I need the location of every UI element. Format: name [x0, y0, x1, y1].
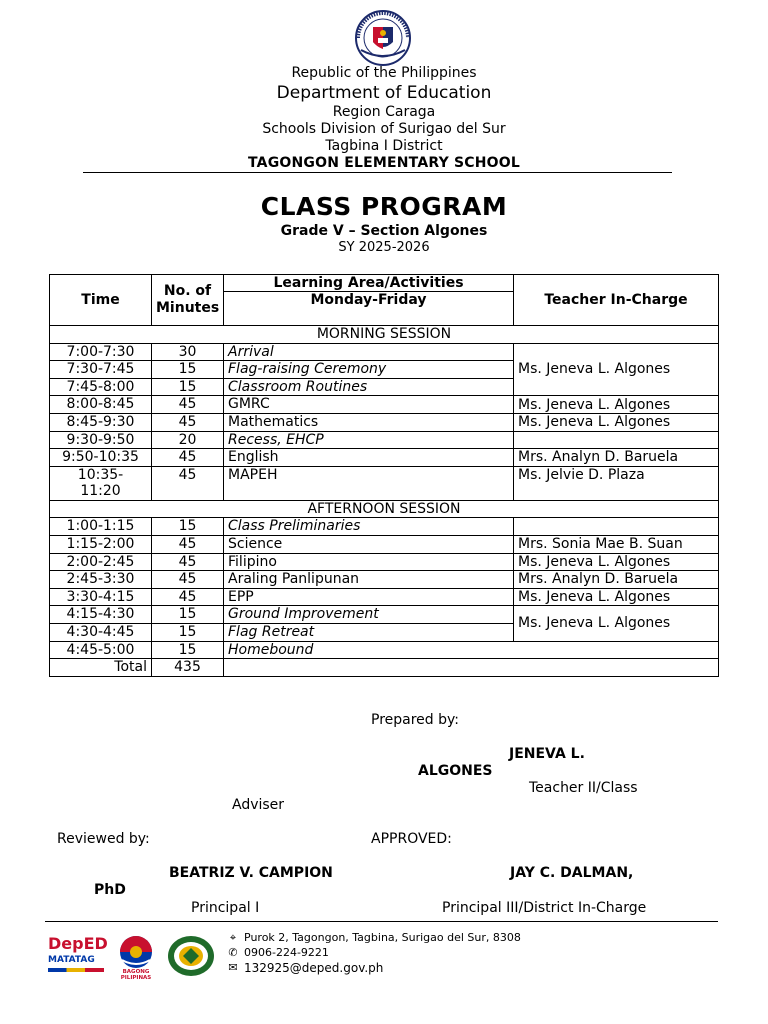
approver-title: Principal III/District In-Charge [442, 900, 647, 916]
reviewer-name-line1: BEATRIZ V. CAMPION [169, 865, 333, 881]
cell-minutes: 45 [152, 466, 224, 500]
deped-matatag-logo [48, 934, 108, 979]
location-pin-icon: ⌖ [229, 931, 237, 944]
matatag-logo-text: MATATAG [48, 955, 95, 965]
header-district: Tagbina I District [325, 138, 443, 154]
header-school-name: TAGONGON ELEMENTARY SCHOOL [248, 155, 520, 171]
cell-activity: Ground Improvement [224, 606, 514, 624]
cell-minutes: 45 [152, 396, 224, 414]
cell-activity: Flag-raising Ceremony [224, 361, 514, 379]
preparer-title-line1: Teacher II/Class [529, 780, 638, 796]
reviewer-title: Principal I [191, 900, 260, 916]
cell-activity: Recess, EHCP [224, 431, 514, 449]
table-row [50, 449, 719, 467]
cell-teacher: Ms. Jelvie D. Plaza [514, 466, 719, 500]
cell-time: 1:15-2:00 [50, 535, 152, 553]
footer-divider [45, 921, 718, 922]
cell-minutes: 45 [152, 449, 224, 467]
table-row [50, 518, 719, 536]
cell-teacher: Mrs. Analyn D. Baruela [514, 449, 719, 467]
cell-activity: English [224, 449, 514, 467]
cell-time: 7:30-7:45 [50, 361, 152, 379]
col-header-time: Time [50, 275, 152, 326]
footer-phone: 0906-224-9221 [244, 946, 329, 959]
preparer-name-line2: ALGONES [418, 763, 493, 779]
session-row-afternoon [50, 500, 719, 518]
table-row [50, 431, 719, 449]
cell-teacher: Mrs. Analyn D. Baruela [514, 571, 719, 589]
cell-minutes: 20 [152, 431, 224, 449]
header-divider [83, 172, 672, 173]
school-year: SY 2025-2026 [338, 240, 430, 255]
cell-activity: Flag Retreat [224, 623, 514, 641]
grade-section: Grade V – Section Algones [280, 223, 488, 239]
reviewer-name-line2: PhD [94, 882, 126, 898]
prepared-by-label: Prepared by: [371, 712, 459, 728]
table-row [50, 535, 719, 553]
table-row [50, 413, 719, 431]
cell-minutes: 15 [152, 606, 224, 624]
cell-activity: Homebound [224, 641, 719, 659]
footer-address-line [226, 931, 521, 945]
cell-activity: Science [224, 535, 514, 553]
footer-email-line [226, 961, 383, 975]
total-value: 435 [152, 659, 224, 677]
school-seal-logo [166, 934, 216, 978]
page-title: CLASS PROGRAM [260, 192, 508, 221]
cell-minutes: 30 [152, 343, 224, 361]
cell-teacher: Ms. Jeneva L. Algones [514, 343, 719, 396]
total-label: Total [50, 659, 152, 677]
header-republic: Republic of the Philippines [291, 65, 477, 81]
cell-teacher [514, 518, 719, 536]
footer-phone-line [226, 946, 329, 960]
cell-time: 10:35-11:20 [50, 466, 152, 500]
cell-minutes: 45 [152, 588, 224, 606]
cell-time: 8:00-8:45 [50, 396, 152, 414]
cell-time: 2:45-3:30 [50, 571, 152, 589]
col-header-minutes: No. of Minutes [152, 275, 224, 326]
cell-activity: Classroom Routines [224, 378, 514, 396]
cell-time: 8:45-9:30 [50, 413, 152, 431]
header-region: Region Caraga [332, 104, 436, 120]
table-row [50, 396, 719, 414]
total-row [50, 659, 719, 677]
cell-time: 4:15-4:30 [50, 606, 152, 624]
matatag-color-bar [48, 968, 104, 972]
table-row [50, 606, 719, 624]
footer-address: Purok 2, Tagongon, Tagbina, Surigao del Sur, 8308 [244, 931, 521, 944]
cell-activity: Arrival [224, 343, 514, 361]
phone-icon: ✆ [228, 946, 238, 959]
col-header-days: Monday-Friday [224, 292, 514, 326]
col-header-learning-area: Learning Area/Activities [224, 275, 514, 292]
session-label: MORNING SESSION [50, 326, 719, 344]
table-row [50, 553, 719, 571]
cell-activity: GMRC [224, 396, 514, 414]
bagong-pilipinas-text: BAGONG PILIPINAS [120, 969, 152, 981]
table-row [50, 571, 719, 589]
cell-time: 9:30-9:50 [50, 431, 152, 449]
deped-seal-logo [351, 10, 415, 66]
cell-time: 1:00-1:15 [50, 518, 152, 536]
cell-activity: Class Preliminaries [224, 518, 514, 536]
email-icon: ✉ [228, 961, 238, 974]
approved-label: APPROVED: [371, 831, 452, 847]
cell-teacher: Mrs. Sonia Mae B. Suan [514, 535, 719, 553]
cell-minutes: 15 [152, 518, 224, 536]
cell-time: 4:30-4:45 [50, 623, 152, 641]
cell-teacher: Ms. Jeneva L. Algones [514, 606, 719, 641]
cell-teacher: Ms. Jeneva L. Algones [514, 588, 719, 606]
cell-time: 3:30-4:15 [50, 588, 152, 606]
cell-activity: Mathematics [224, 413, 514, 431]
cell-minutes: 45 [152, 535, 224, 553]
table-row [50, 641, 719, 659]
col-header-teacher: Teacher In-Charge [514, 275, 719, 326]
cell-time: 4:45-5:00 [50, 641, 152, 659]
cell-teacher: Ms. Jeneva L. Algones [514, 413, 719, 431]
cell-activity: Filipino [224, 553, 514, 571]
cell-time: 9:50-10:35 [50, 449, 152, 467]
preparer-title-line2: Adviser [232, 797, 285, 813]
cell-teacher: Ms. Jeneva L. Algones [514, 553, 719, 571]
cell-time: 2:00-2:45 [50, 553, 152, 571]
deped-logo-text: DepED [48, 934, 108, 953]
cell-activity: EPP [224, 588, 514, 606]
cell-teacher [514, 431, 719, 449]
cell-time: 7:00-7:30 [50, 343, 152, 361]
footer-email: 132925@deped.gov.ph [244, 961, 384, 975]
cell-minutes: 15 [152, 623, 224, 641]
reviewed-by-label: Reviewed by: [57, 831, 150, 847]
table-row [50, 343, 719, 361]
cell-teacher: Ms. Jeneva L. Algones [514, 396, 719, 414]
header-department: Department of Education [276, 83, 492, 103]
cell-minutes: 15 [152, 641, 224, 659]
cell-time: 7:45-8:00 [50, 378, 152, 396]
cell-minutes: 45 [152, 553, 224, 571]
cell-minutes: 15 [152, 378, 224, 396]
header-division: Schools Division of Surigao del Sur [262, 121, 506, 137]
cell-activity: MAPEH [224, 466, 514, 500]
approver-name: JAY C. DALMAN, [510, 865, 634, 881]
class-program-table [49, 274, 719, 677]
session-row-morning [50, 326, 719, 344]
session-label: AFTERNOON SESSION [50, 500, 719, 518]
total-empty-cell [224, 659, 719, 677]
cell-minutes: 45 [152, 571, 224, 589]
table-row [50, 588, 719, 606]
table-row [50, 466, 719, 500]
preparer-name-line1: JENEVA L. [509, 746, 585, 762]
cell-minutes: 45 [152, 413, 224, 431]
cell-activity: Araling Panlipunan [224, 571, 514, 589]
cell-minutes: 15 [152, 361, 224, 379]
